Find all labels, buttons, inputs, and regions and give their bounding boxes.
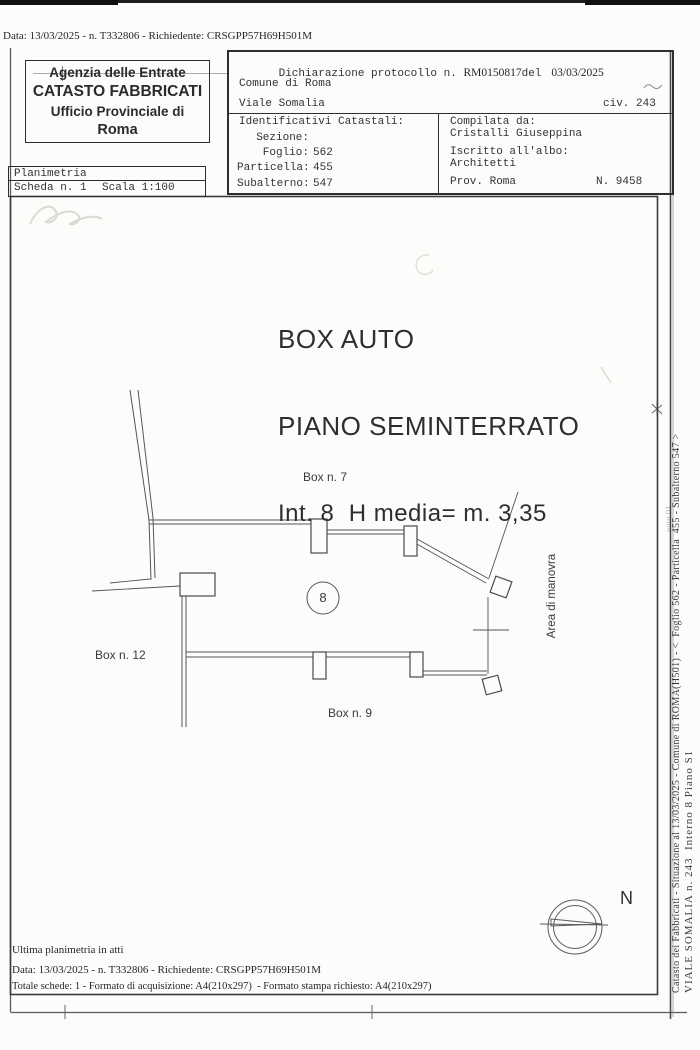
scheda-label: Scheda n. 1 bbox=[14, 182, 87, 194]
prov-line: Prov. Roma bbox=[450, 176, 517, 188]
protocol-date: 03/03/2025 bbox=[551, 67, 604, 79]
protocol-number: RM0150817 bbox=[463, 67, 522, 79]
totale-schede-line: Totale schede: 1 - Formato di acquisizione: A4(210x297) - Formato stampa richiesto: A4(210x297) bbox=[12, 981, 432, 992]
ultima-planimetria-line: Ultima planimetria in atti bbox=[12, 944, 124, 956]
street-line: Viale Somalia bbox=[239, 98, 325, 110]
request-footer-line: Data: 13/03/2025 - n. T332806 - Richiedente: CRSGPP57H69H501M bbox=[12, 964, 322, 976]
plan-title-line2: PIANO SEMINTERRATO bbox=[278, 411, 580, 441]
declaration-divider-v bbox=[438, 113, 439, 193]
label-box9: Box n. 9 bbox=[327, 706, 373, 720]
agency-line1: Agenzia delle Entrate bbox=[49, 65, 186, 80]
albo-value: Architetti bbox=[450, 158, 517, 170]
protocol-label: Dichiarazione protocollo n. bbox=[278, 68, 464, 80]
plan-title-line3: Int. 8 H media= m. 3,35 bbox=[278, 500, 547, 527]
label-box12: Box n. 12 bbox=[95, 648, 146, 662]
north-label: N bbox=[620, 888, 633, 908]
albo-number: N. 9458 bbox=[596, 176, 643, 188]
comune-line: Comune di Roma bbox=[239, 78, 332, 90]
agency-line4: Roma bbox=[97, 122, 138, 138]
planimetria-title: Planimetria bbox=[14, 168, 87, 180]
identificativi-title: Identificativi Catastali: bbox=[239, 116, 405, 128]
agency-line2: CATASTO FABBRICATI bbox=[32, 83, 203, 100]
albo-label: Iscritto all'albo: bbox=[450, 146, 569, 158]
plan-title-line1: BOX AUTO bbox=[278, 324, 415, 354]
agency-box bbox=[25, 60, 210, 143]
planimetria-box bbox=[8, 166, 206, 197]
side-text-line2: VIALE SOMALIA n. 243 Interno 8 Piano S1 bbox=[683, 749, 695, 993]
compilata-name: Cristalli Giuseppina bbox=[450, 128, 583, 140]
request-header-line: Data: 13/03/2025 - n. T332806 - Richiedente: CRSGPP57H69H501M bbox=[3, 30, 313, 42]
civ-number: civ. 243 bbox=[603, 98, 656, 110]
planimetria-divider bbox=[9, 180, 205, 181]
agency-line3: Ufficio Provinciale di bbox=[50, 104, 185, 119]
area-di-manovra-label: Area di manovra bbox=[546, 553, 558, 639]
scan-edge-right bbox=[585, 0, 700, 5]
scan-edge-bar bbox=[0, 0, 700, 3]
plan-title-block bbox=[278, 267, 579, 586]
declaration-box: Dichiarazione protocollo n. RM0150817del 03/03/2025 Comune di Roma Viale Somalia civ. 243 Identificativi Catastali: Sezione: Foglio: 562 Particella: 455 Subalterno: 547 Compilata da: Cristalli Giuseppina Iscritto all'albo: Architetti Prov. Roma N. 9458 bbox=[227, 50, 674, 195]
scan-edge-left bbox=[0, 0, 118, 5]
compilata-title: Compilata da: bbox=[450, 116, 536, 128]
declaration-divider-h bbox=[229, 113, 672, 114]
scala-label: Scala 1:100 bbox=[102, 182, 175, 194]
side-text-line1: Catasto dei Fabbricati - Situazione al 13/03/2025 - Comune di ROMA(H501) - < Foglio 562 - Particella 455 - Subalterno 547 > bbox=[671, 433, 682, 993]
side-text-faint-fragment: uuiu 01 bbox=[664, 505, 673, 532]
label-box7: Box n. 7 bbox=[302, 470, 348, 484]
unit-number-label: 8 bbox=[319, 590, 327, 605]
protocol-del: del bbox=[521, 68, 542, 80]
